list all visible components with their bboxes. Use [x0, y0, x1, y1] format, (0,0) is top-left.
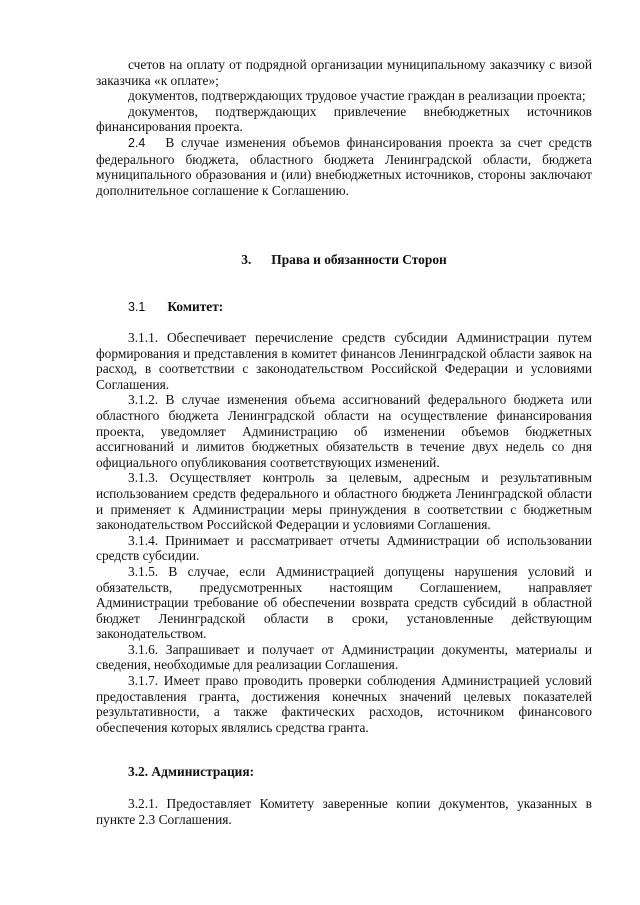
section-3-heading: [96, 252, 592, 268]
clause-2-4-text: В случае изменения объемов финансирования проекта за счет средств федерального бюджета, областного бюджета Ленинградской области, бюджета муниципального образования и (или) внебюджетных источников, стороны заключают дополнительное соглашение к Соглашению.: [96, 134, 592, 198]
section-3-title: Права и обязанности Сторон: [271, 252, 447, 267]
clauses-3-1: [96, 330, 592, 735]
clause-3-1-5: 3.1.5. В случае, если Администрацией допущены нарушения условий и обязательств, предусмотренных настоящим Соглашением, направляет Администрации требование об обеспечении возврата средств субсидий в областной бюджет Ленинградской области в сроки, установленные действующим законодательством.: [96, 563, 592, 642]
intro-paragraph: счетов на оплату от подрядной организации муниципальному заказчику с визой заказчика «к оплате»;: [96, 57, 592, 88]
subsection-3-2-heading: 3.2. Администрация:: [128, 764, 255, 779]
clause-3-2-1: 3.2.1. Предоставляет Комитету заверенные копии документов, указанных в пункте 2.3 Соглашения.: [96, 796, 592, 827]
clause-2-4: [96, 135, 592, 198]
clause-3-1-2: 3.1.2. В случае изменения объема ассигнований федерального бюджета или областного бюджета Ленинградской области на осуществление финансирования проекта, уведомляет Администрацию об изменении объемов бюджетных ассигнований и лимитов бюджетных обязательств в течение двух недель со дня официального опубликования соответствующих изменений.: [96, 392, 592, 470]
clause-3-1-6: 3.1.6. Запрашивает и получает от Администрации документы, материалы и сведения, необходимые для реализации Соглашения.: [96, 641, 592, 673]
clause-3-1-7: 3.1.7. Имеет право проводить проверки соблюдения Администрацией условий предоставления гранта, достижения конечных значений целевых показателей результативности, а также фактических расходов, источником финансового обеспечения которых являлись средства гранта.: [96, 673, 592, 735]
subsection-3-1-title: Комитет:: [167, 299, 224, 314]
clauses-3-2: [96, 796, 592, 827]
section-3-number: 3.: [241, 252, 252, 267]
clause-3-1-3: 3.1.3. Осуществляет контроль за целевым, адресным и результативным использованием средств федерального и областного бюджета Ленинградской области и применяет к Администрации меры принуждения в соответствии с бюджетным законодательством Российской Федерации и условиями Соглашения.: [96, 470, 592, 533]
clause-2-4-number: 2.4: [128, 135, 146, 150]
clause-3-1-4: 3.1.4. Принимает и рассматривает отчеты Администрации об использовании средств субсидии.: [96, 532, 592, 564]
intro-paragraph: документов, подтверждающих трудовое участие граждан в реализации проекта;: [128, 88, 586, 104]
clause-3-1-1: 3.1.1. Обеспечивает перечисление средств субсидии Администрации путем формирования и представления в комитет финансов Ленинградской области заявок на расход, в соответствии с законодательством Российской Федерации и условиями Соглашения.: [96, 330, 592, 392]
intro-paragraph: документов, подтверждающих привлечение внебюджетных источников финансирования проекта.: [96, 103, 592, 135]
subsection-3-1-number: 3.1: [128, 300, 146, 314]
subsection-3-1-heading: [128, 299, 223, 316]
intro-block: [96, 57, 592, 198]
